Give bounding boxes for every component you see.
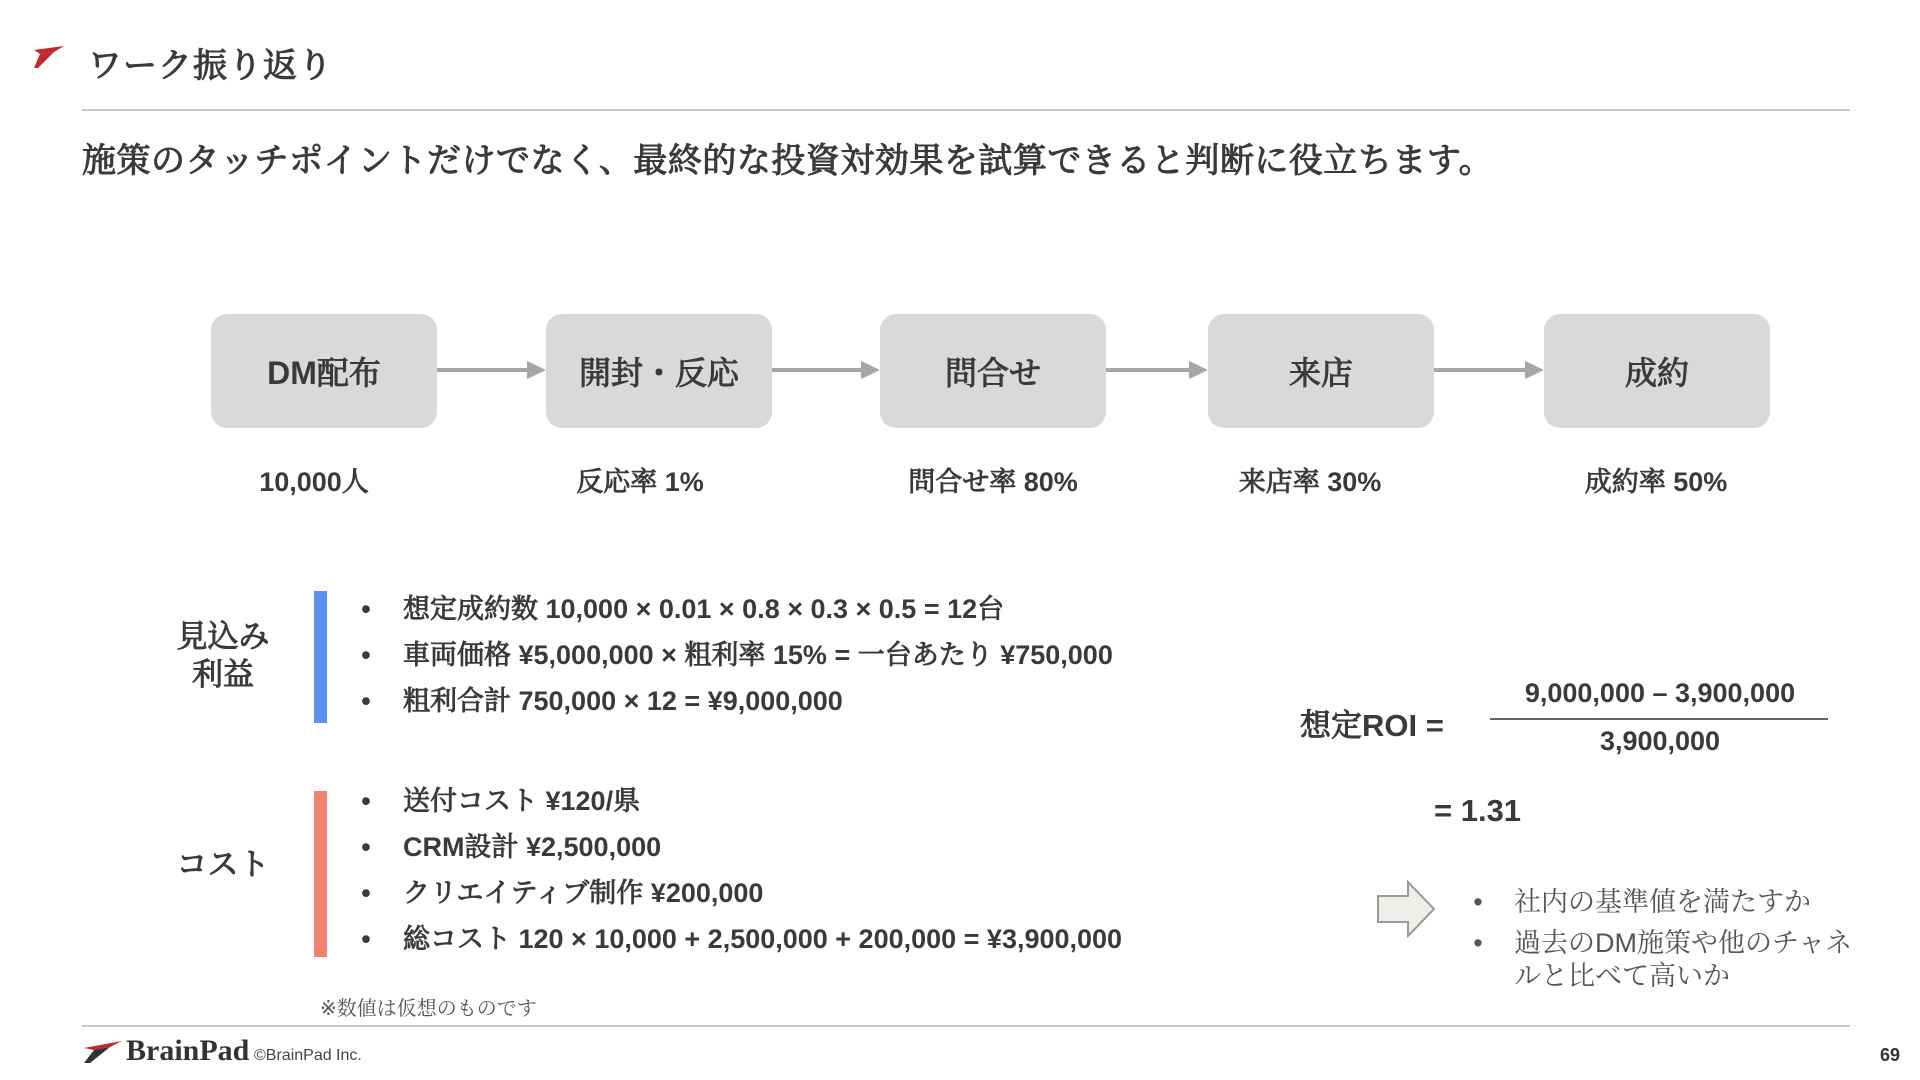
- list-item-text: 車両価格 ¥5,000,000 × 粗利率 15% = 一台あたり ¥750,000: [403, 640, 1113, 670]
- flow-step-visit: [1208, 314, 1434, 428]
- list-item: • 総コスト 120 × 10,000 + 2,500,000 + 200,000 = ¥3,900,000: [361, 924, 1123, 954]
- list-item-text: 送付コスト ¥120/県: [403, 786, 641, 816]
- flow-step-label: 開封・反応: [578, 355, 739, 391]
- disclaimer-note: ※数値は仮想のものです: [320, 998, 537, 1020]
- flow-metric-dm: 10,000人: [259, 467, 369, 497]
- flow-step-label: 問合せ: [944, 355, 1041, 391]
- list-item-text: 過去のDM施策や他のチャネルと比べて高いか: [1514, 928, 1853, 991]
- page-subtitle: 施策のタッチポイントだけでなく、最終的な投資対効果を試算できると判断に役立ちます。: [82, 142, 1494, 180]
- flow-step-label: 来店: [1288, 355, 1353, 391]
- roi-result: = 1.31: [1434, 793, 1522, 828]
- flow-metric-contract: 成約率 50%: [1584, 467, 1728, 497]
- profit-bar: [314, 591, 327, 723]
- list-item: • 社内の基準値を満たすか: [1473, 887, 1811, 917]
- flow-arrow-icon: [772, 358, 880, 382]
- flow-arrow-icon: [1434, 358, 1544, 382]
- check-list: [1468, 886, 1858, 1001]
- list-item-text: クリエイティブ制作 ¥200,000: [403, 878, 764, 908]
- page-title: ワーク振り返り: [88, 47, 333, 85]
- list-item-text: 粗利合計 750,000 × 12 = ¥9,000,000: [403, 686, 843, 716]
- list-item: • 車両価格 ¥5,000,000 × 粗利率 15% = 一台あたり ¥750,000: [361, 640, 1113, 670]
- cost-list: [356, 778, 1122, 962]
- flow-step-label: 成約: [1624, 355, 1689, 391]
- flow-arrow-icon: [437, 358, 546, 382]
- flow-step-contract: [1544, 314, 1770, 428]
- copyright: ©BrainPad Inc.: [254, 1047, 362, 1064]
- header-divider: [82, 109, 1850, 111]
- list-item-text: 総コスト 120 × 10,000 + 2,500,000 + 200,000 = ¥3,900,000: [403, 924, 1123, 954]
- list-item: • クリエイティブ制作 ¥200,000: [361, 878, 764, 908]
- brand-logo-icon: [30, 44, 66, 70]
- profit-list: [356, 586, 1113, 724]
- page-number: 69: [1880, 1045, 1901, 1065]
- brand-name: BrainPad: [126, 1034, 250, 1067]
- profit-label: [165, 618, 281, 694]
- roi-denominator: 3,900,000: [1599, 726, 1721, 756]
- right-arrow-icon: [1376, 880, 1436, 938]
- list-item-text: CRM設計 ¥2,500,000: [403, 832, 662, 862]
- roi-fraction-line: [1490, 718, 1828, 720]
- flow-step-label: DM配布: [267, 355, 381, 391]
- list-item: • 想定成約数 10,000 × 0.01 × 0.8 × 0.3 × 0.5 = 12台: [361, 594, 1005, 624]
- profit-label-line: 利益: [192, 657, 254, 692]
- flow-step-open: [546, 314, 772, 428]
- cost-bar: [314, 791, 327, 957]
- footer-divider: [82, 1025, 1850, 1027]
- list-item: • 過去のDM施策や他のチャネルと比べて高いか: [1473, 928, 1853, 991]
- list-item: • 送付コスト ¥120/県: [361, 786, 641, 816]
- flow-metric-visit: 来店率 30%: [1238, 467, 1382, 497]
- brand-logo-icon: [82, 1038, 124, 1064]
- roi-numerator: 9,000,000 – 3,900,000: [1524, 678, 1796, 708]
- flow-arrow-icon: [1106, 358, 1208, 382]
- flow-metric-open: 反応率 1%: [576, 467, 704, 497]
- roi-label: 想定ROI =: [1300, 708, 1444, 743]
- flow-metric-inquiry: 問合せ率 80%: [908, 467, 1078, 497]
- profit-label-line: 見込み: [176, 619, 270, 654]
- list-item: • 粗利合計 750,000 × 12 = ¥9,000,000: [361, 686, 843, 716]
- list-item: • CRM設計 ¥2,500,000: [361, 832, 662, 862]
- list-item-text: 想定成約数 10,000 × 0.01 × 0.8 × 0.3 × 0.5 = 12台: [403, 594, 1005, 624]
- flow-step-inquiry: [880, 314, 1106, 428]
- cost-label: コスト: [176, 847, 270, 882]
- flow-step-dm: [211, 314, 437, 428]
- list-item-text: 社内の基準値を満たすか: [1514, 887, 1811, 917]
